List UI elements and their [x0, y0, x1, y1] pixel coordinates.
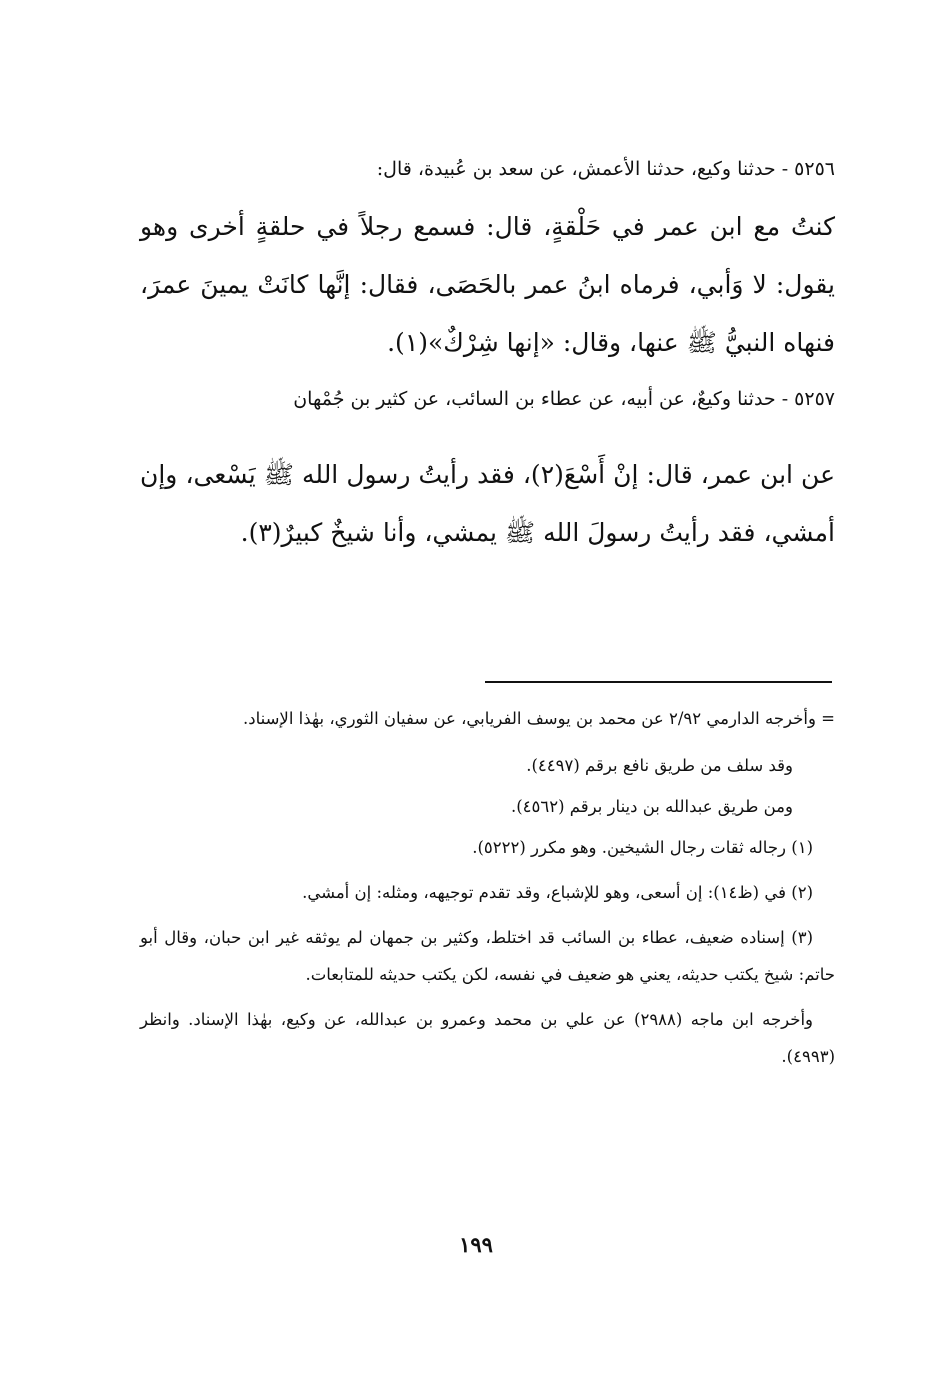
footnote-continuation-line-3: ومن طريق عبدالله بن دينار برقم (٤٥٦٢).: [510, 797, 793, 816]
hadith-5256-isnad: ٥٢٥٦ - حدثنا وكيع، حدثنا الأعمش، عن سعد بن عُبيدة، قال:: [376, 158, 835, 180]
footnote-divider: [485, 681, 832, 683]
footnote-continuation-line-2: وقد سلف من طريق نافع برقم (٤٤٩٧).: [526, 756, 793, 775]
footnote-1: (١) رجاله ثقات رجال الشيخين. وهو مكرر (٥٢٢٢).: [472, 838, 813, 857]
footnote-3-continuation: وأخرجه ابن ماجه (٢٩٨٨) عن علي بن محمد وعمرو بن عبدالله، عن وكيع، بهٰذا الإسناد. وانظر (٤٩٩٣).: [140, 1010, 835, 1066]
main-text: [140, 150, 835, 570]
hadith-5256-matn: كنتُ مع ابن عمر في حَلْقةٍ، قال: فسمع رجلاً في حلقةٍ أخرى وهو يقول: لا وَأبي، فرماه ابنُ عمر بالحَصَى، فقال: إنَّها كانَتْ يمينَ عمرَ، فنهاه النبيُّ ﷺ عنها، وقال: «إنها شِرْكٌ»(١).: [140, 212, 835, 357]
hadith-5257-isnad: ٥٢٥٧ - حدثنا وكيعٌ، عن أبيه، عن عطاء بن السائب، عن كثير بن جُمْهان: [293, 388, 835, 410]
footnote-3: (٣) إسناده ضعيف، عطاء بن السائب قد اختلط، وكثير بن جمهان لم يوثقه غير ابن حبان، وقال أبو حاتم: شيخ يكتب حديثه، يعني هو ضعيف في نفسه، لكن يكتب حديثه للمتابعات.: [140, 928, 835, 984]
page-number: ١٩٩: [459, 1232, 493, 1257]
footnote-continuation: = وأخرجه الدارمي ٢/٩٢ عن محمد بن يوسف الفريابي، عن سفيان الثوري، بهٰذا الإسناد.: [242, 709, 835, 728]
footnote-2: (٢) في (ظ١٤): إن أسعى، وهو للإشباع، وقد تقدم توجيهه، ومثله: إن أمشي.: [302, 883, 813, 902]
footnotes: [140, 700, 835, 1083]
hadith-5257-matn: عن ابن عمر، قال: إنْ أَسْعَ(٢)، فقد رأيتُ رسول الله ﷺ يَسْعى، وإن أمشي، فقد رأيتُ رسولَ الله ﷺ يمشي، وأنا شيخٌ كبيرٌ(٣).: [140, 460, 836, 547]
